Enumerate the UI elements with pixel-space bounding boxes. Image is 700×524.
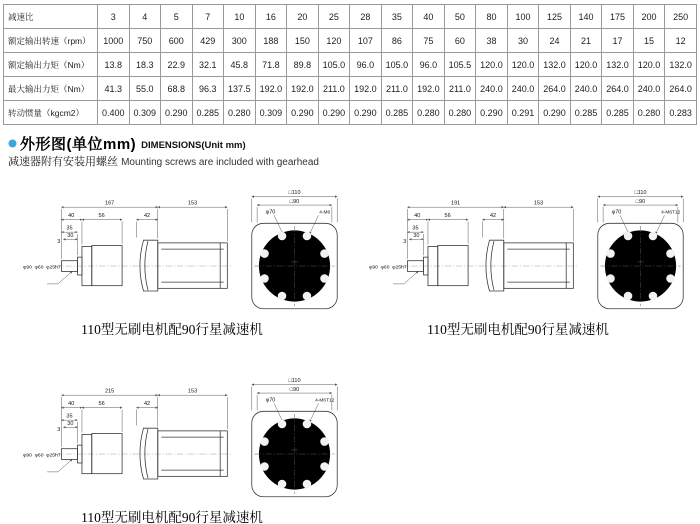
bolt-hole — [666, 249, 675, 258]
table-cell: 35 — [381, 5, 413, 29]
table-cell: 211.0 — [318, 77, 350, 101]
table-cell: 120.0 — [570, 53, 602, 77]
table-cell: 0.290 — [539, 101, 571, 125]
section-title-cn: 外形图(单位mm) — [20, 136, 137, 153]
table-cell: 20 — [287, 5, 319, 29]
table-cell: 4 — [129, 5, 161, 29]
table-cell: 240.0 — [476, 77, 508, 101]
spec-table — [3, 4, 697, 125]
bolt-hole — [320, 249, 329, 258]
table-row — [4, 29, 697, 53]
dim-3-label: 3 — [57, 238, 61, 245]
section-subtitle-en: Mounting screws are included with gearhead — [121, 157, 319, 168]
dia60-label: φ60 — [380, 264, 390, 271]
table-cell: 105.0 — [381, 53, 413, 77]
flange-dia70-label: φ70 — [265, 397, 276, 404]
table-cell: 120.0 — [633, 53, 665, 77]
drawing-group-3 — [22, 372, 347, 524]
table-cell: 60 — [444, 29, 476, 53]
flange-sq110-label: □110 — [288, 377, 301, 384]
flange-dia70-label: φ70 — [265, 209, 276, 216]
dim-seg3-label: 42 — [143, 213, 151, 219]
table-cell: 16 — [255, 5, 287, 29]
table-cell: 132.0 — [539, 53, 571, 77]
table-cell: 175 — [602, 5, 634, 29]
shaft-dia-label: φ25h7 — [46, 264, 61, 271]
table-cell: 75 — [413, 29, 445, 53]
dim-seg1-label: 40 — [414, 213, 421, 219]
table-cell: 211.0 — [381, 77, 413, 101]
table-cell: 24 — [539, 29, 571, 53]
table-cell: 107 — [350, 29, 382, 53]
table-cell: 68.8 — [161, 77, 193, 101]
table-row — [4, 101, 697, 125]
table-cell: 240.0 — [633, 77, 665, 101]
table-cell: 50 — [444, 5, 476, 29]
table-cell: 96.0 — [413, 53, 445, 77]
side-view-svg — [368, 184, 578, 316]
flange-sq90-label: □90 — [289, 198, 300, 205]
table-cell: 0.283 — [665, 101, 697, 125]
bolt-hole — [278, 480, 287, 489]
table-cell: 12 — [665, 29, 697, 53]
table-cell: 0.280 — [413, 101, 445, 125]
table-cell: 89.8 — [287, 53, 319, 77]
bolt-hole — [320, 462, 329, 471]
row-label: 减速比 — [4, 5, 98, 29]
flange-screws-label: 4-M6 — [319, 210, 331, 216]
table-cell: 32.1 — [192, 53, 224, 77]
row-label: 最大输出力矩（Nm） — [4, 77, 98, 101]
section-title — [8, 133, 246, 154]
table-cell: 192.0 — [287, 77, 319, 101]
table-row — [4, 77, 697, 101]
motor-body — [158, 243, 228, 288]
table-cell: 250 — [665, 5, 697, 29]
bolt-hole — [624, 292, 633, 301]
flange-view-svg — [242, 372, 347, 504]
bolt-hole — [303, 232, 312, 241]
dim-seg3-label: 42 — [143, 401, 151, 407]
table-cell: 200 — [633, 5, 665, 29]
table-cell: 0.285 — [192, 101, 224, 125]
table-cell: 240.0 — [507, 77, 539, 101]
table-cell: 192.0 — [255, 77, 287, 101]
table-cell: 0.290 — [318, 101, 350, 125]
table-cell: 192.0 — [413, 77, 445, 101]
drawing-views — [22, 184, 347, 316]
table-cell: 132.0 — [665, 53, 697, 77]
row-label: 额定输出力矩（Nm） — [4, 53, 98, 77]
bolt-hole — [606, 249, 615, 258]
dia90-label: φ90 — [23, 264, 32, 271]
table-cell: 150 — [287, 29, 319, 53]
dim-seg1-label: 40 — [68, 401, 75, 407]
dim-seg1-label: 40 — [68, 213, 75, 219]
dim-total-label: 191 — [451, 200, 461, 207]
bullet-icon — [8, 139, 17, 148]
table-cell: 1000 — [98, 29, 130, 53]
table-cell: 13.8 — [98, 53, 130, 77]
bolt-hole — [320, 274, 329, 283]
table-cell: 0.280 — [444, 101, 476, 125]
section-title-en: DIMENSIONS(Unit mm) — [141, 139, 246, 151]
motor-body — [158, 431, 228, 476]
row-label: 转动惯量（kgcm2） — [4, 101, 98, 125]
table-cell: 0.309 — [129, 101, 161, 125]
drawing-caption: 110型无刷电机配90行星减速机 — [81, 510, 263, 524]
bolt-hole — [649, 292, 658, 301]
bolt-hole — [260, 274, 269, 283]
table-cell: 0.290 — [161, 101, 193, 125]
bolt-hole — [303, 420, 312, 429]
bolt-hole — [278, 292, 287, 301]
dim-3-label: 3 — [57, 426, 61, 433]
table-cell: 125 — [539, 5, 571, 29]
table-cell: 192.0 — [350, 77, 382, 101]
drawing-group-1 — [22, 184, 347, 338]
table-cell: 80 — [476, 5, 508, 29]
flange-dia70-label: φ70 — [611, 209, 622, 216]
dim-30-label: 30 — [67, 421, 74, 428]
table-cell: 86 — [381, 29, 413, 53]
dia60-label: φ60 — [34, 452, 44, 459]
table-cell: 188 — [255, 29, 287, 53]
dim-30-label: 30 — [413, 233, 420, 240]
dim-seg3-label: 42 — [489, 213, 497, 219]
flange-screws-label: 4-M6T12 — [315, 398, 335, 404]
flange-view-svg — [242, 184, 347, 316]
dim-35-label: 35 — [66, 413, 73, 420]
drawing-views — [22, 372, 347, 504]
drawing-views — [368, 184, 693, 316]
table-cell: 25 — [318, 5, 350, 29]
table-cell: 22.9 — [161, 53, 193, 77]
table-cell: 96.0 — [350, 53, 382, 77]
flange-sq90-label: □90 — [635, 198, 646, 205]
bolt-hole — [606, 274, 615, 283]
bolt-hole — [260, 437, 269, 446]
adapter-curve — [491, 241, 494, 290]
bolt-hole — [303, 480, 312, 489]
shaft-dia-label: φ25h7 — [392, 264, 407, 271]
section-subtitle-cn: 减速器附有安装用螺丝 — [8, 156, 118, 168]
gearbox-body — [92, 434, 122, 474]
table-cell: 300 — [224, 29, 256, 53]
table-cell: 140 — [570, 5, 602, 29]
flange-view-svg — [588, 184, 693, 316]
dim-motor-label: 153 — [187, 200, 198, 207]
table-cell: 105.0 — [318, 53, 350, 77]
flange-sq110-label: □110 — [634, 189, 647, 196]
table-cell: 211.0 — [444, 77, 476, 101]
table-cell: 137.5 — [224, 77, 256, 101]
table-cell: 132.0 — [602, 53, 634, 77]
drawing-caption: 110型无刷电机配90行星减速机 — [81, 322, 263, 337]
table-cell: 120.0 — [507, 53, 539, 77]
adapter-curve — [145, 429, 148, 478]
drawing-group-2 — [368, 184, 693, 338]
table-cell: 0.290 — [287, 101, 319, 125]
table-cell: 240.0 — [570, 77, 602, 101]
bolt-hole — [260, 249, 269, 258]
table-cell: 40 — [413, 5, 445, 29]
table-row — [4, 53, 697, 77]
motor-body — [504, 243, 574, 288]
table-cell: 17 — [602, 29, 634, 53]
gearbox-body — [438, 246, 468, 286]
flange-screws-label: 4-M6T12 — [661, 210, 681, 216]
table-cell: 18.3 — [129, 53, 161, 77]
dia90-label: φ90 — [369, 264, 378, 271]
dim-35-label: 35 — [412, 225, 419, 232]
side-view-svg — [22, 372, 232, 504]
dim-seg2-label: 56 — [98, 213, 105, 219]
shaft-dia-label: φ25h7 — [46, 452, 61, 459]
section-subtitle — [8, 153, 319, 169]
side-view-svg — [22, 184, 232, 316]
table-cell: 55.0 — [129, 77, 161, 101]
table-cell: 15 — [633, 29, 665, 53]
dim-seg2-label: 56 — [444, 213, 451, 219]
table-row — [4, 5, 697, 29]
row-label: 额定输出转速（rpm） — [4, 29, 98, 53]
adapter-bell — [140, 240, 158, 291]
gearbox-body — [92, 246, 122, 286]
dim-30-label: 30 — [67, 233, 74, 240]
table-cell: 7 — [192, 5, 224, 29]
table-cell: 21 — [570, 29, 602, 53]
table-cell: 5 — [161, 5, 193, 29]
table-cell: 0.290 — [350, 101, 382, 125]
bolt-hole — [278, 420, 287, 429]
dim-total-label: 167 — [105, 200, 115, 207]
table-cell: 120.0 — [476, 53, 508, 77]
table-cell: 10 — [224, 5, 256, 29]
flange-sq110-label: □110 — [288, 189, 301, 196]
adapter-bell — [486, 240, 504, 291]
flange-sq90-label: □90 — [289, 386, 300, 393]
table-cell: 0.309 — [255, 101, 287, 125]
table-cell: 41.3 — [98, 77, 130, 101]
table-cell: 264.0 — [602, 77, 634, 101]
dim-total-label: 215 — [105, 388, 115, 395]
table-cell: 0.290 — [476, 101, 508, 125]
bolt-hole — [320, 437, 329, 446]
dim-35-label: 35 — [66, 225, 73, 232]
table-cell: 0.280 — [224, 101, 256, 125]
dim-seg2-label: 56 — [98, 401, 105, 407]
adapter-bell — [140, 428, 158, 479]
spec-table-body — [4, 5, 697, 125]
bolt-hole — [303, 292, 312, 301]
adapter-curve — [145, 241, 148, 290]
drawing-caption: 110型无刷电机配90行星减速机 — [427, 322, 609, 337]
table-cell: 28 — [350, 5, 382, 29]
table-cell: 600 — [161, 29, 193, 53]
table-cell: 71.8 — [255, 53, 287, 77]
table-cell: 0.280 — [633, 101, 665, 125]
dim-motor-label: 153 — [187, 388, 198, 395]
bolt-hole — [666, 274, 675, 283]
table-cell: 120 — [318, 29, 350, 53]
table-cell: 30 — [507, 29, 539, 53]
table-cell: 45.8 — [224, 53, 256, 77]
table-cell: 264.0 — [539, 77, 571, 101]
table-cell: 750 — [129, 29, 161, 53]
bolt-hole — [624, 232, 633, 241]
table-cell: 0.285 — [381, 101, 413, 125]
table-cell: 0.400 — [98, 101, 130, 125]
table-cell: 38 — [476, 29, 508, 53]
table-cell: 429 — [192, 29, 224, 53]
bolt-hole — [649, 232, 658, 241]
table-cell: 3 — [98, 5, 130, 29]
table-cell: 96.3 — [192, 77, 224, 101]
table-cell: 0.285 — [602, 101, 634, 125]
dia60-label: φ60 — [34, 264, 44, 271]
table-cell: 105.5 — [444, 53, 476, 77]
table-cell: 100 — [507, 5, 539, 29]
bolt-hole — [260, 462, 269, 471]
dia90-label: φ90 — [23, 452, 32, 459]
dim-motor-label: 153 — [533, 200, 544, 207]
bolt-hole — [278, 232, 287, 241]
table-cell: 264.0 — [665, 77, 697, 101]
table-cell: 0.291 — [507, 101, 539, 125]
table-cell: 0.285 — [570, 101, 602, 125]
dim-3-label: 3 — [403, 238, 407, 245]
